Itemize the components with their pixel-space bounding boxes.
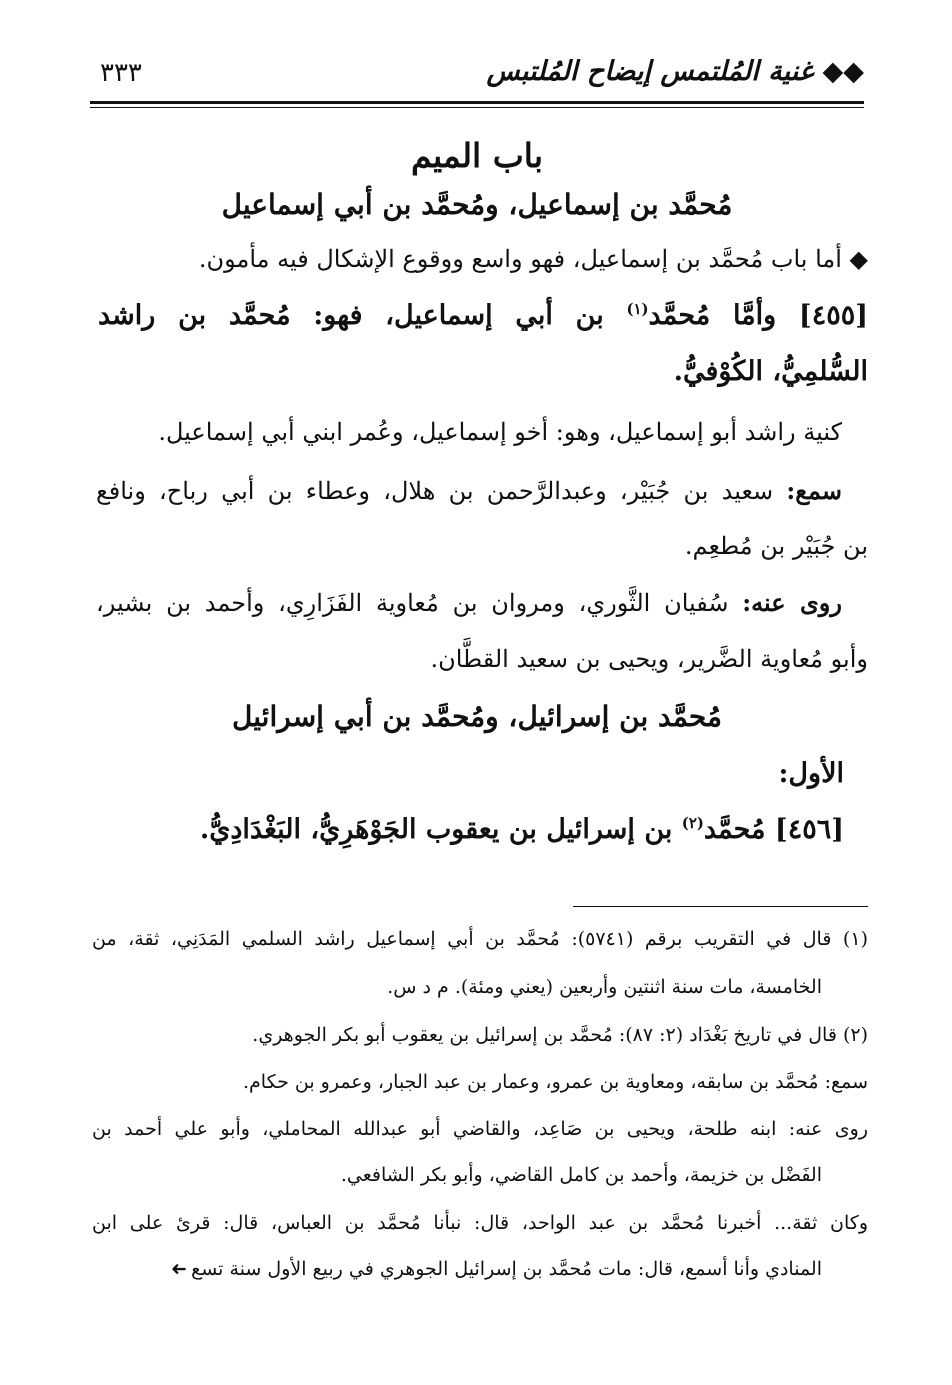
heard-label: سمع: xyxy=(786,476,842,505)
footnote-ref-2[interactable]: (٢) xyxy=(681,814,704,832)
running-title: ◆◆ غنية المُلتمس إيضاح المُلتبس xyxy=(486,56,864,87)
entry-455-name: [٤٥٥] وأمَّا مُحمَّد xyxy=(648,300,868,331)
entry-455-heading xyxy=(98,300,868,331)
entry-455-narrated-line1 xyxy=(96,588,842,617)
page-header xyxy=(90,56,864,96)
section-title-israil: مُحمَّد بن إسرائيل، ومُحمَّد بن أبي إسرائيل xyxy=(232,700,722,733)
header-rule-thick xyxy=(90,101,864,104)
entry-456-heading xyxy=(200,814,844,845)
page-number: ٣٣٣ xyxy=(100,58,142,88)
footnote-2-line5: وكان ثقة... أخبرنا مُحمَّد بن عبد الواحد، قال: نبأنا مُحمَّد بن العباس، قال: قرئ على ابن xyxy=(92,1212,868,1234)
footnote-2-line6-text: المنادي وأنا أسمع، قال: مات مُحمَّد بن إسرائيل الجوهري في ربيع الأول سنة تسع xyxy=(191,1258,822,1280)
footnote-2-line4: الفَضْل بن خزيمة، وأحمد بن كامل القاضي، وأبو بكر الشافعي. xyxy=(340,1164,822,1186)
footnote-1-line1: (١) قال في التقريب برقم (٥٧٤١): مُحمَّد بن أبي إسماعيل راشد السلمي المَدَنِي، ثقة، من xyxy=(92,928,868,950)
footnote-ref-1[interactable]: (١) xyxy=(626,300,649,318)
header-rule-thin xyxy=(90,107,864,108)
entry-455-name-rest: بن أبي إسماعيل، فهو: مُحمَّد بن راشد xyxy=(98,300,627,331)
entry-455-heard-line1 xyxy=(96,476,842,505)
chapter-title: باب الميم xyxy=(410,136,544,175)
footnote-separator xyxy=(573,906,868,907)
entry-455-kunya: كنية راشد أبو إسماعيل، وهو: أخو إسماعيل، وعُمر ابني أبي إسماعيل. xyxy=(158,418,842,446)
entry-456-name-rest: بن إسرائيل بن يعقوب الجَوْهَرِيُّ، البَغْدَادِيُّ. xyxy=(199,814,682,845)
narrated-label: روى عنه: xyxy=(742,588,842,617)
footnote-2-line3: روى عنه: ابنه طلحة، ويحيى بن صَاعِد، والقاضي أبو عبدالله المحاملي، وأبو علي أحمد بن xyxy=(92,1118,868,1140)
narrated-names: سُفيان الثَّوري، ومروان بن مُعاوية الفَزَارِي، وأحمد بن بشير، xyxy=(96,589,743,617)
heard-names: سعيد بن جُبَيْر، وعبدالرَّحمن بن هلال، وعطاء بن أبي رباح، ونافع xyxy=(96,477,787,505)
footnote-2-line2: سمع: مُحمَّد بن سابقه، ومعاوية بن عمرو، وعمار بن عبد الجبار، وعمرو بن حكام. xyxy=(243,1071,868,1093)
entry-456-name: [٤٥٦] مُحمَّد xyxy=(703,814,844,845)
section-title-ismail: مُحمَّد بن إسماعيل، ومُحمَّد بن أبي إسماعيل xyxy=(221,188,733,221)
continuation-arrow-icon: ➜ xyxy=(171,1258,188,1280)
footnote-2-line6 xyxy=(171,1258,822,1280)
footnote-2-line1: (٢) قال في تاريخ بَغْدَاد (٢: ٨٧): مُحمَّد بن إسرائيل بن يعقوب أبو بكر الجوهري. xyxy=(252,1024,868,1046)
entry-455-narrated-line2: وأبو مُعاوية الضَّرير، ويحيى بن سعيد القطَّان. xyxy=(430,645,868,673)
entry-455-heard-line2: بن جُبَيْر بن مُطعِم. xyxy=(684,532,868,560)
entry-455-nisba: السُّلمِيُّ، الكُوْفيُّ. xyxy=(673,356,868,387)
section-intro: ◆ أما باب مُحمَّد بن إسماعيل، فهو واسع ووقوع الإشكال فيه مأمون. xyxy=(198,245,868,273)
footnote-1-line2: الخامسة، مات سنة اثنتين وأربعين (يعني ومئة). م د س. xyxy=(387,976,822,998)
first-label: الأول: xyxy=(778,758,844,789)
